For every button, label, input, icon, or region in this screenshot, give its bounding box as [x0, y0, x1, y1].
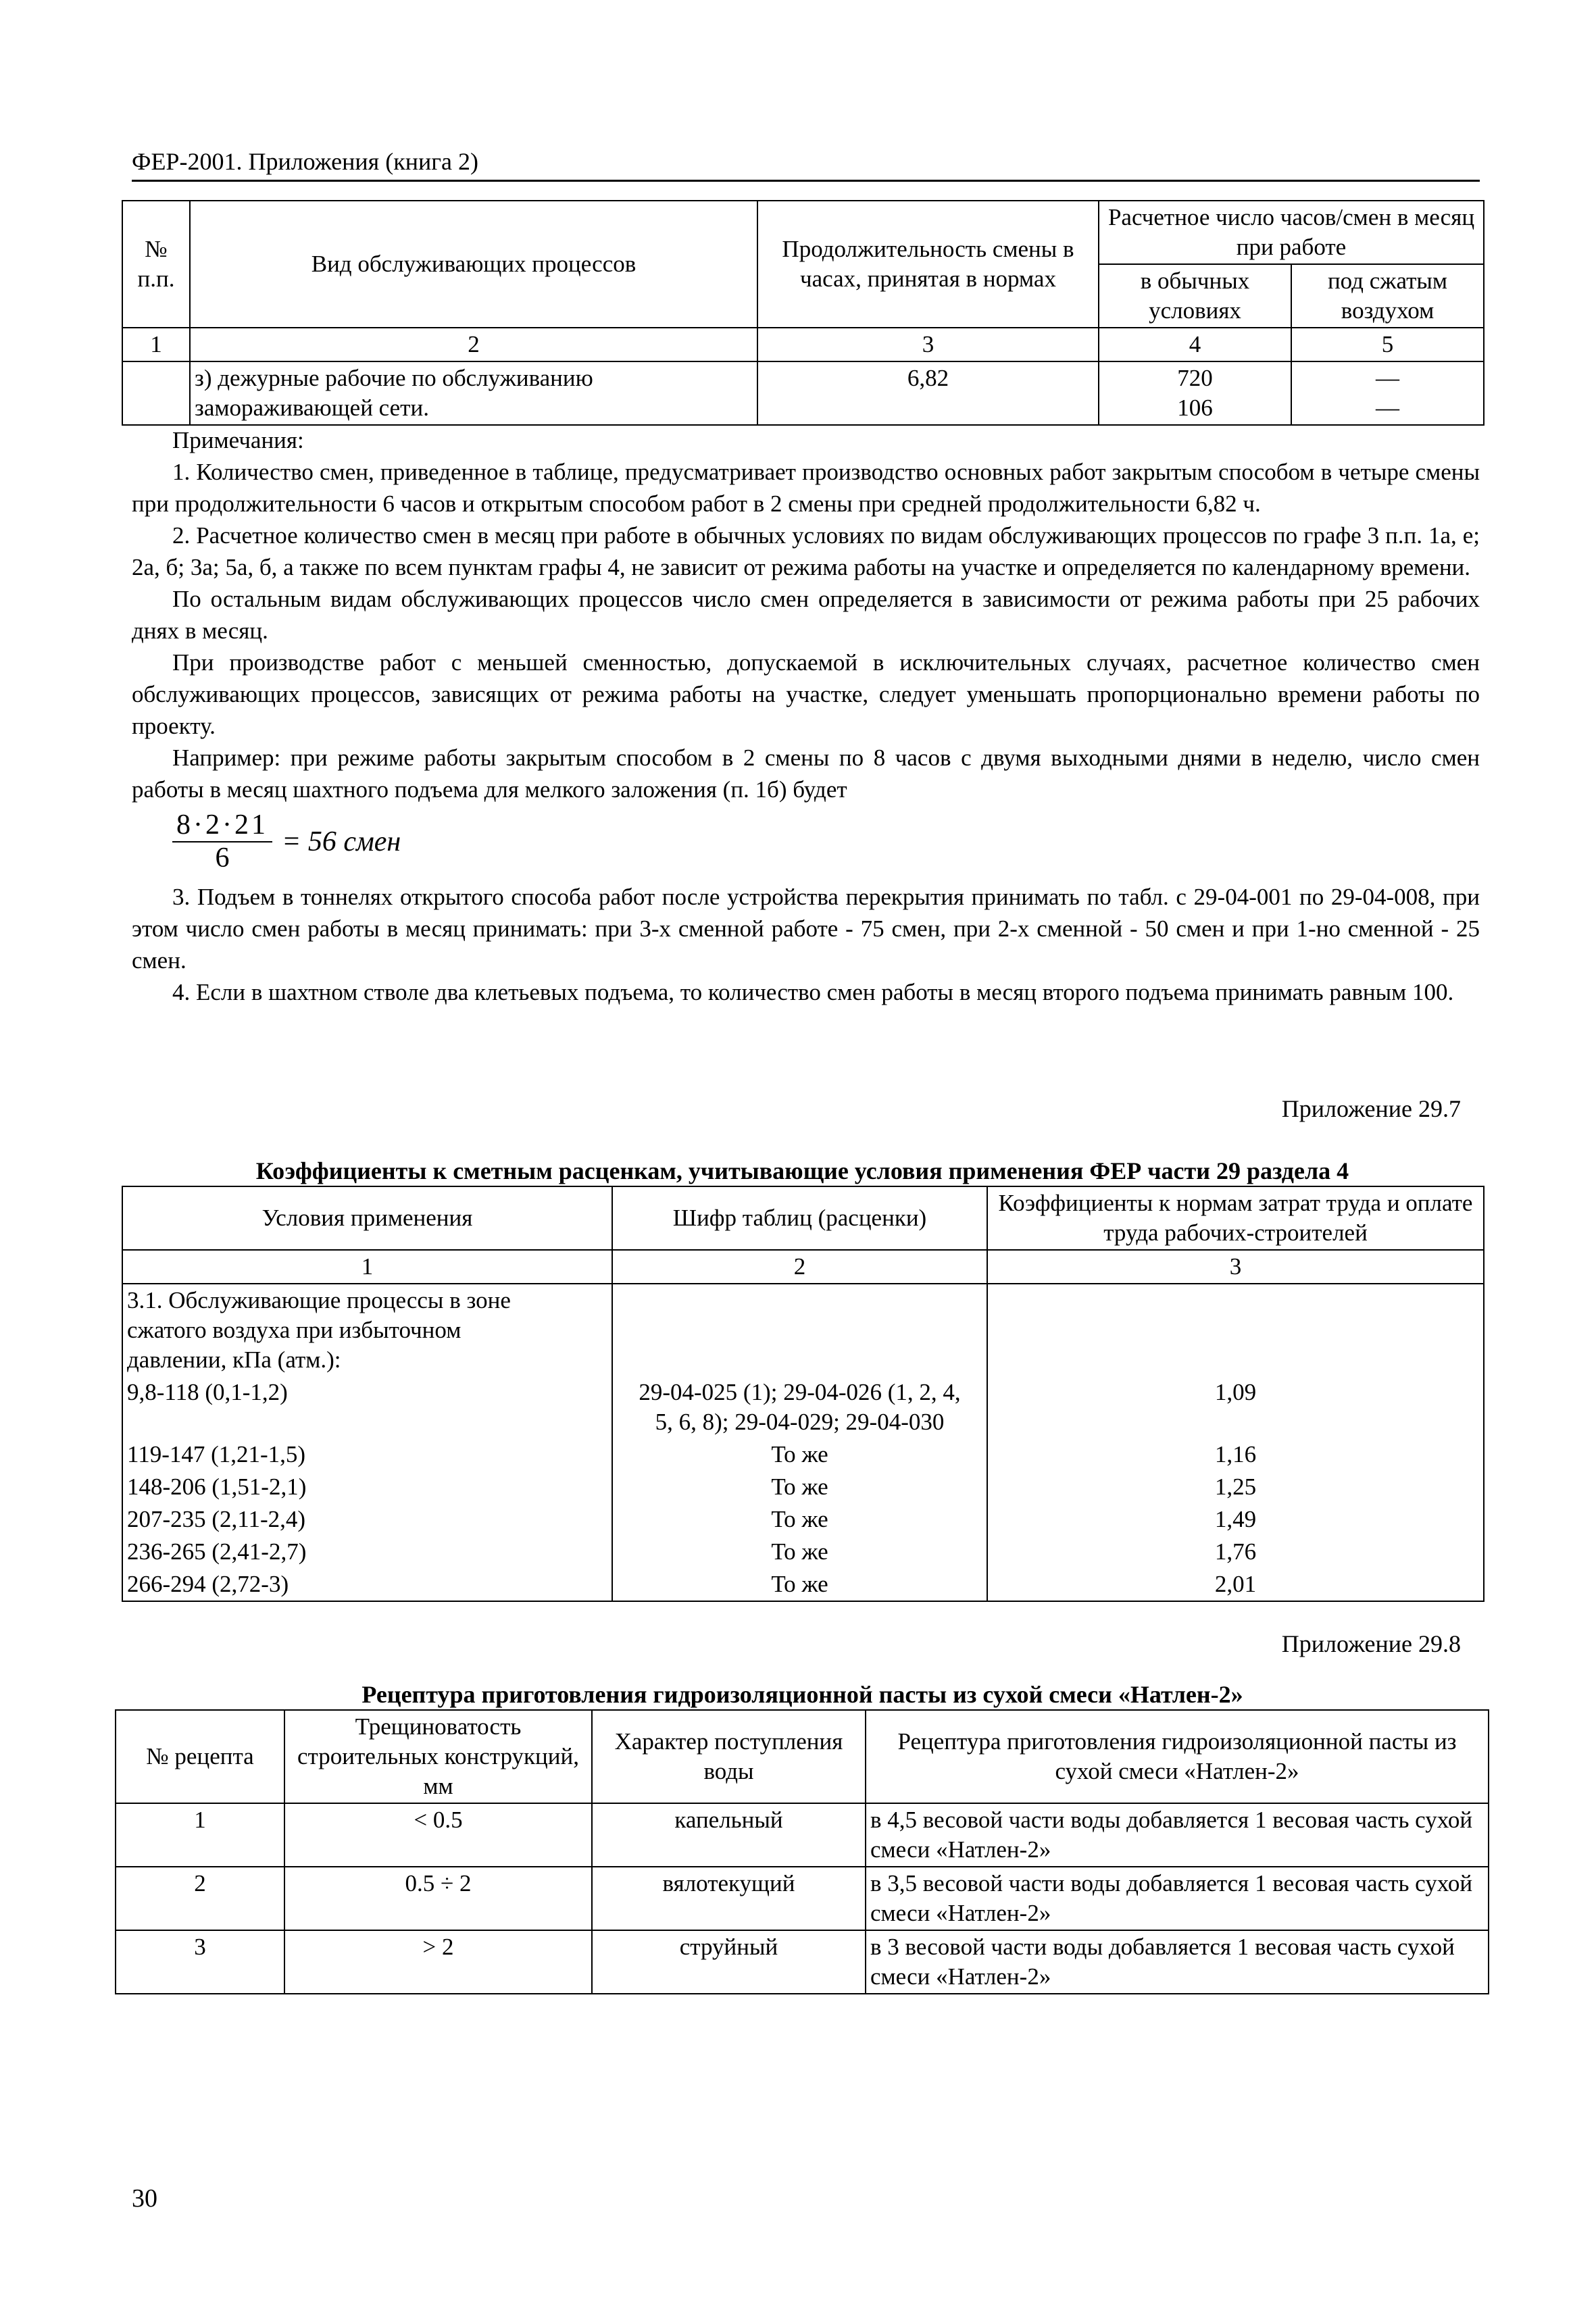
recipe-num-cell: 3 [116, 1930, 284, 1994]
col-number: 3 [757, 328, 1099, 361]
code-line: 5, 6, 8); 29-04-029; 29-04-030 [655, 1409, 945, 1435]
table-row [122, 1568, 1484, 1601]
note-paragraph: При производстве работ с меньшей сменностью, допускаемой в исключительных случаях, расчетное количество смен обслуживающих процессов, зависящих от режима работы на участке, следует уменьшать пропорционально времени работы по проекту. [132, 649, 1480, 739]
col-number: 3 [987, 1250, 1484, 1284]
shift-hours-table [122, 200, 1485, 426]
header-coefficient: Коэффициенты к нормам затрат труда и оплате труда рабочих-строителей [987, 1186, 1484, 1250]
table-row [116, 1867, 1489, 1930]
notes-label: Примечания: [172, 427, 304, 453]
note-paragraph: 4. Если в шахтном стволе два клетьевых подъема, то количество смен работы в месяц второго подъема принимать равным 100. [172, 979, 1454, 1005]
code-cell: То же [612, 1536, 987, 1568]
row-compressed-cell [1291, 361, 1484, 425]
col-number: 4 [1099, 328, 1291, 361]
intro-line: давлении, кПа (атм.): [127, 1347, 341, 1373]
condition-cell: 9,8-118 (0,1-1,2) [122, 1376, 612, 1438]
condition-cell: 119-147 (1,21-1,5) [122, 1438, 612, 1471]
intro-line: сжатого воздуха при избыточном [127, 1317, 462, 1343]
table-row [122, 1536, 1484, 1568]
compressed-value: — [1376, 395, 1399, 421]
normal-value: 106 [1177, 395, 1213, 421]
row-duration-cell: 6,82 [757, 361, 1099, 425]
formula-denominator: 6 [215, 842, 230, 874]
intro-line: 3.1. Обслуживающие процессы в зоне [127, 1287, 511, 1313]
empty-cell [612, 1284, 987, 1376]
recipe-cell: в 4,5 весовой части воды добавляется 1 весовая часть сухой смеси «Натлен-2» [866, 1803, 1489, 1867]
note-paragraph: Например: при режиме работы закрытым способом в 2 смены по 8 часов с двумя выходными днями в неделю, число смен работы в месяц шахтного подъема для мелкого заложения (п. 1б) будет [132, 745, 1480, 803]
code-line: 29-04-025 (1); 29-04-026 (1, 2, 4, [639, 1379, 961, 1405]
column-numbers-row [122, 1250, 1484, 1284]
appendix-29-8-title: Рецептура приготовления гидроизоляционной пасты из сухой смеси «Натлен-2» [361, 1681, 1243, 1708]
intro-cell [122, 1284, 612, 1376]
note-paragraph: 3. Подъем в тоннелях открытого способа работ после устройства перекрытия принимать по табл. с 29-04-001 по 29-04-008, при этом число смен работы в месяц принимать: при 3-х сменной работе - 75 смен, при 2-х сменной - 50 смен и при 1-но сменной - 25 смен. [132, 884, 1480, 974]
table-row [116, 1930, 1489, 1994]
table-row [122, 1284, 1484, 1376]
recipe-num-cell: 1 [116, 1803, 284, 1867]
water-cell: капельный [592, 1803, 866, 1867]
condition-cell: 207-235 (2,11-2,4) [122, 1503, 612, 1536]
empty-cell [987, 1284, 1484, 1376]
notes-section [132, 424, 1480, 1008]
table-row [122, 361, 1484, 425]
condition-cell: 148-206 (1,51-2,1) [122, 1471, 612, 1503]
code-cell: То же [612, 1471, 987, 1503]
coefficients-table [122, 1186, 1485, 1602]
column-numbers-row [122, 328, 1484, 361]
formula-fraction [172, 809, 272, 874]
header-conditions: Условия применения [122, 1186, 612, 1250]
page-header: ФЕР-2001. Приложения (книга 2) [132, 147, 1480, 182]
process-line: з) дежурные рабочие по обслуживанию [195, 365, 593, 391]
header-water: Характер поступления воды [592, 1710, 866, 1803]
coef-cell: 1,09 [987, 1376, 1484, 1438]
col-number: 2 [612, 1250, 987, 1284]
table-header-row [122, 201, 1484, 264]
code-cell: То же [612, 1568, 987, 1601]
header-normal: в обычных условиях [1099, 264, 1291, 328]
recipe-cell: в 3,5 весовой части воды добавляется 1 весовая часть сухой смеси «Натлен-2» [866, 1867, 1489, 1930]
compressed-value: — [1376, 365, 1399, 391]
formula-result: = 56 смен [281, 826, 401, 857]
crack-cell: > 2 [284, 1930, 592, 1994]
crack-cell: 0.5 ÷ 2 [284, 1867, 592, 1930]
code-cell [612, 1376, 987, 1438]
recipe-cell: в 3 весовой части воды добавляется 1 весовая часть сухой смеси «Натлен-2» [866, 1930, 1489, 1994]
header-process: Вид обслуживающих процессов [190, 201, 757, 328]
row-normal-cell [1099, 361, 1291, 425]
appendix-29-8-label: Приложение 29.8 [1281, 1630, 1461, 1657]
header-compressed: под сжатым воздухом [1291, 264, 1484, 328]
table-header-row [122, 1186, 1484, 1250]
table-row [122, 1503, 1484, 1536]
note-paragraph: По остальным видам обслуживающих процессов число смен определяется в зависимости от режима работы при 25 рабочих днях в месяц. [132, 586, 1480, 644]
col-number: 2 [190, 328, 757, 361]
code-cell: То же [612, 1503, 987, 1536]
coef-cell: 1,25 [987, 1471, 1484, 1503]
header-duration: Продолжительность смены в часах, принятая в нормах [757, 201, 1099, 328]
page-number: 30 [132, 2184, 157, 2213]
coef-cell: 1,49 [987, 1503, 1484, 1536]
normal-value: 720 [1177, 365, 1213, 391]
table-header-row [116, 1710, 1489, 1803]
formula-numerator: 8·2·21 [172, 809, 272, 842]
header-crack: Трещиноватость строительных конструкций, мм [284, 1710, 592, 1803]
condition-cell: 266-294 (2,72-3) [122, 1568, 612, 1601]
col-number: 1 [122, 1250, 612, 1284]
recipe-num-cell: 2 [116, 1867, 284, 1930]
table-row [122, 1376, 1484, 1438]
appendix-29-7-title: Коэффициенты к сметным расценкам, учитывающие условия применения ФЕР части 29 раздела 4 [255, 1157, 1349, 1184]
header-code: Шифр таблиц (расценки) [612, 1186, 987, 1250]
header-recipe: Рецептура приготовления гидроизоляционной пасты из сухой смеси «Натлен-2» [866, 1710, 1489, 1803]
note-paragraph: 1. Количество смен, приведенное в таблице, предусматривает производство основных работ закрытым способом в четыре смены при продолжительности 6 часов и открытым способом работ в 2 смены при средней продолжительности 6,82 ч. [132, 459, 1480, 517]
note-paragraph: 2. Расчетное количество смен в месяц при работе в обычных условиях по видам обслуживающих процессов по графе 3 п.п. 1а, е; 2а, б; 3а; 5а, б, а также по всем пунктам графы 4, не зависит от режима работы на участке и определяется по календарному времени. [132, 522, 1480, 580]
coef-cell: 1,16 [987, 1438, 1484, 1471]
header-calc: Расчетное число часов/смен в месяц при работе [1099, 201, 1484, 264]
shift-formula [172, 809, 1480, 874]
header-recipe-num: № рецепта [116, 1710, 284, 1803]
col-number: 1 [122, 328, 190, 361]
code-cell: То же [612, 1438, 987, 1471]
coef-cell: 2,01 [987, 1568, 1484, 1601]
row-process-cell [190, 361, 757, 425]
coef-cell: 1,76 [987, 1536, 1484, 1568]
water-cell: вялотекущий [592, 1867, 866, 1930]
header-num: № п.п. [122, 201, 190, 328]
appendix-29-7-label: Приложение 29.7 [1281, 1095, 1461, 1122]
row-num-cell [122, 361, 190, 425]
col-number: 5 [1291, 328, 1484, 361]
table-row [122, 1471, 1484, 1503]
crack-cell: < 0.5 [284, 1803, 592, 1867]
condition-cell: 236-265 (2,41-2,7) [122, 1536, 612, 1568]
recipe-table [115, 1709, 1489, 1994]
water-cell: струйный [592, 1930, 866, 1994]
table-row [116, 1803, 1489, 1867]
table-row [122, 1438, 1484, 1471]
process-line: замораживающей сети. [195, 395, 429, 421]
